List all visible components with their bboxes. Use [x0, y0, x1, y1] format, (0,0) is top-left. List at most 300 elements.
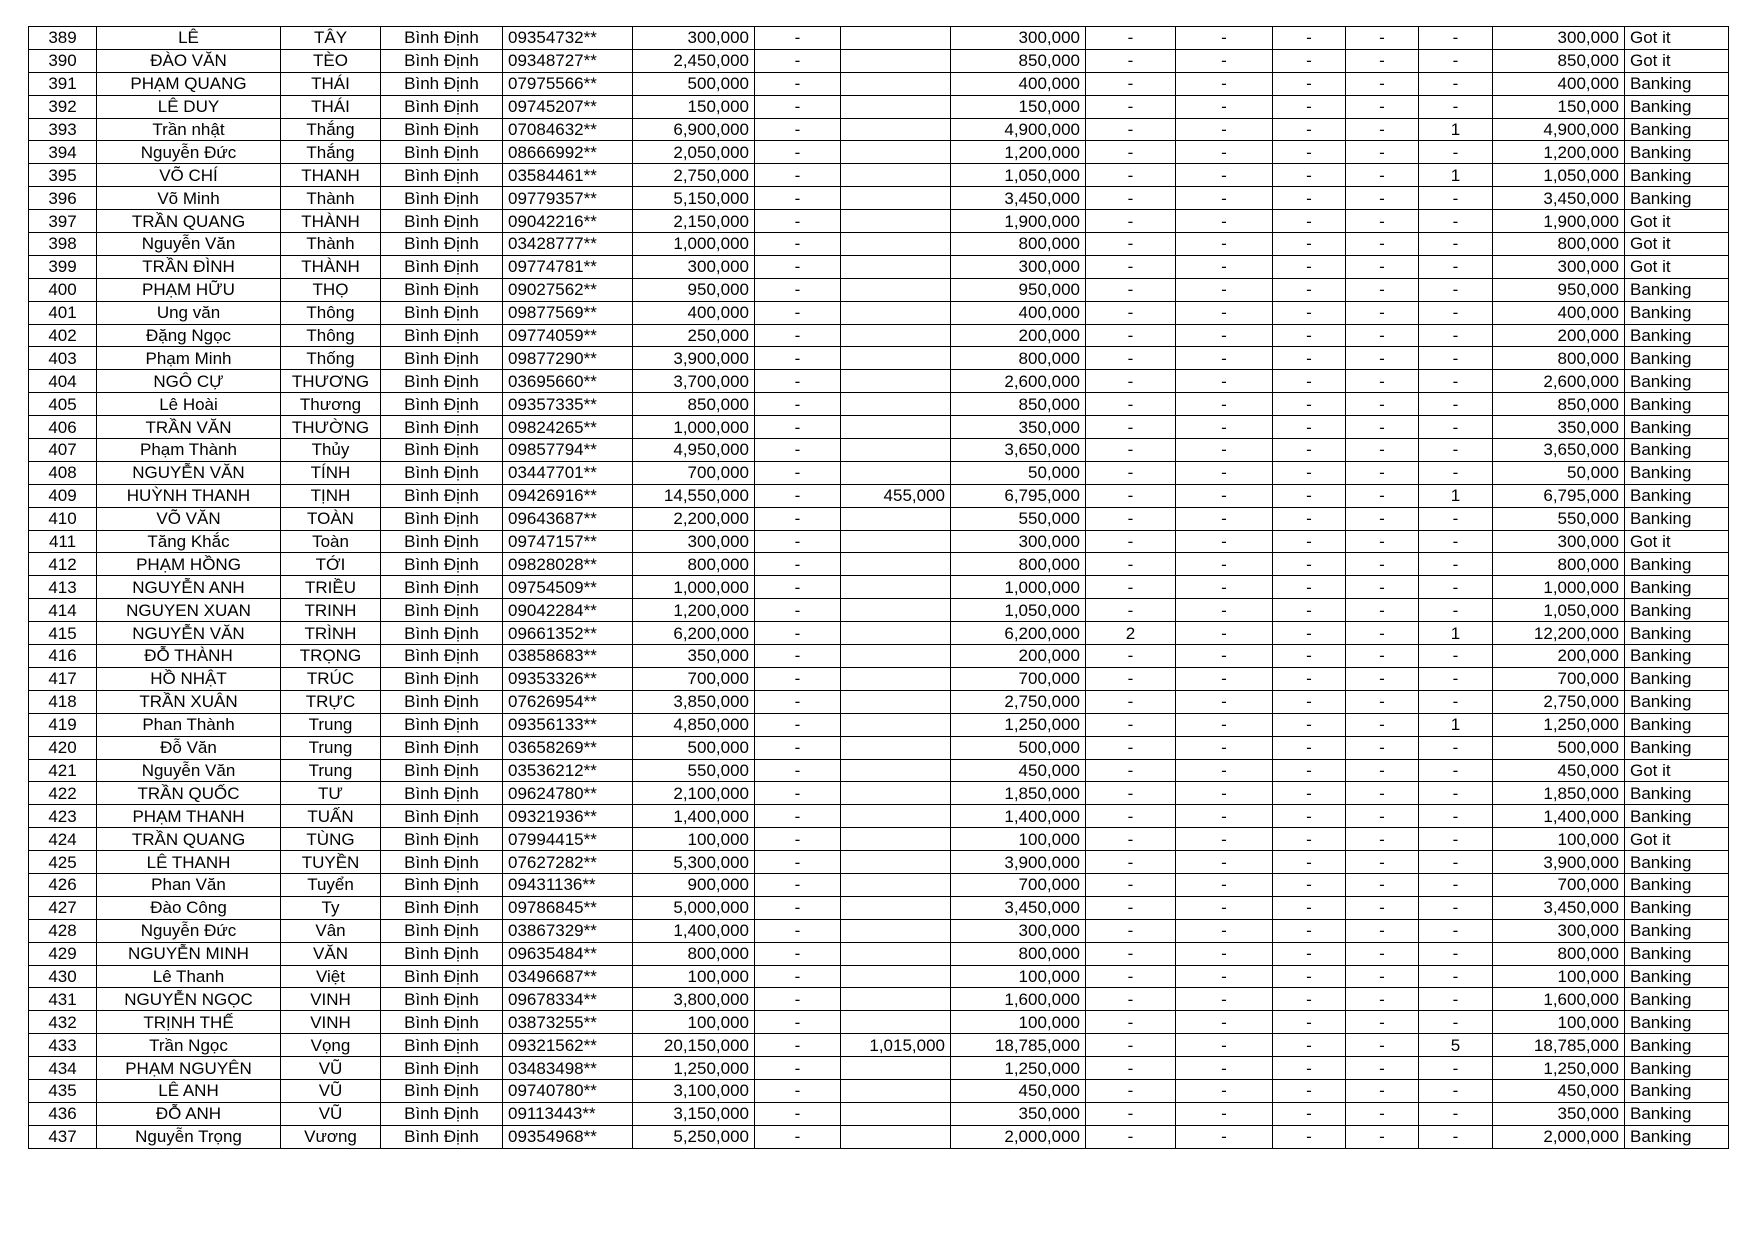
amount-cell: 400,000 — [633, 301, 755, 324]
col-m-cell: - — [1346, 255, 1419, 278]
payment-method-cell: Banking — [1625, 896, 1729, 919]
dash-cell: - — [755, 782, 841, 805]
count-cell: - — [1086, 278, 1176, 301]
col-n-cell: - — [1419, 278, 1493, 301]
dash-cell: - — [755, 439, 841, 462]
col-m-cell: - — [1346, 164, 1419, 187]
col-k-cell: - — [1176, 1102, 1273, 1125]
phone-cell: 07626954** — [503, 690, 633, 713]
first-name-cell: TRÚC — [281, 667, 381, 690]
count-cell: - — [1086, 759, 1176, 782]
province-cell: Bình Định — [381, 255, 503, 278]
total-cell: 4,900,000 — [1493, 118, 1625, 141]
col-k-cell: - — [1176, 72, 1273, 95]
dash-cell: - — [755, 278, 841, 301]
payment-method-cell: Got it — [1625, 210, 1729, 233]
first-name-cell: Ty — [281, 896, 381, 919]
total-cell: 1,000,000 — [1493, 576, 1625, 599]
first-name-cell: Việt — [281, 965, 381, 988]
province-cell: Bình Định — [381, 324, 503, 347]
col-k-cell: - — [1176, 324, 1273, 347]
table-row — [29, 416, 1729, 439]
col-l-cell: - — [1273, 1079, 1346, 1102]
phone-cell: 09431136** — [503, 873, 633, 896]
table-row — [29, 439, 1729, 462]
phone-cell: 09779357** — [503, 187, 633, 210]
first-name-cell: Thống — [281, 347, 381, 370]
col-n-cell: - — [1419, 828, 1493, 851]
dash-cell: - — [755, 667, 841, 690]
amount-cell: 1,250,000 — [633, 1057, 755, 1080]
total-cell: 800,000 — [1493, 233, 1625, 256]
col-m-cell: - — [1346, 576, 1419, 599]
total-cell: 1,250,000 — [1493, 713, 1625, 736]
col-m-cell: - — [1346, 988, 1419, 1011]
net-amount-cell: 3,900,000 — [951, 851, 1086, 874]
net-amount-cell: 3,450,000 — [951, 896, 1086, 919]
col-l-cell: - — [1273, 1102, 1346, 1125]
total-cell: 350,000 — [1493, 416, 1625, 439]
province-cell: Bình Định — [381, 645, 503, 668]
col-m-cell: - — [1346, 919, 1419, 942]
col-k-cell: - — [1176, 713, 1273, 736]
first-name-cell: TRIỀU — [281, 576, 381, 599]
col-n-cell: - — [1419, 645, 1493, 668]
table-row — [29, 805, 1729, 828]
col-m-cell: - — [1346, 439, 1419, 462]
row-number-cell: 435 — [29, 1079, 97, 1102]
col-n-cell: - — [1419, 965, 1493, 988]
col-l-cell: - — [1273, 599, 1346, 622]
col-k-cell: - — [1176, 690, 1273, 713]
phone-cell: 07084632** — [503, 118, 633, 141]
first-name-cell: VŨ — [281, 1057, 381, 1080]
phone-cell: 09354968** — [503, 1125, 633, 1148]
deduction-cell — [841, 370, 951, 393]
phone-cell: 09877569** — [503, 301, 633, 324]
col-k-cell: - — [1176, 164, 1273, 187]
first-name-cell: Trung — [281, 713, 381, 736]
net-amount-cell: 450,000 — [951, 759, 1086, 782]
total-cell: 1,850,000 — [1493, 782, 1625, 805]
last-name-cell: PHẠM HỮU — [97, 278, 281, 301]
phone-cell: 09747157** — [503, 530, 633, 553]
phone-cell: 09348727** — [503, 49, 633, 72]
net-amount-cell: 700,000 — [951, 667, 1086, 690]
col-m-cell: - — [1346, 27, 1419, 50]
col-k-cell: - — [1176, 667, 1273, 690]
amount-cell: 3,850,000 — [633, 690, 755, 713]
province-cell: Bình Định — [381, 942, 503, 965]
count-cell: - — [1086, 439, 1176, 462]
col-l-cell: - — [1273, 164, 1346, 187]
last-name-cell: TRẦN QUANG — [97, 210, 281, 233]
amount-cell: 850,000 — [633, 393, 755, 416]
col-m-cell: - — [1346, 49, 1419, 72]
deduction-cell — [841, 805, 951, 828]
last-name-cell: PHẠM NGUYÊN — [97, 1057, 281, 1080]
province-cell: Bình Định — [381, 988, 503, 1011]
total-cell: 200,000 — [1493, 645, 1625, 668]
count-cell: - — [1086, 1125, 1176, 1148]
col-m-cell: - — [1346, 667, 1419, 690]
last-name-cell: Trần nhật — [97, 118, 281, 141]
data-table — [28, 26, 1729, 1149]
row-number-cell: 426 — [29, 873, 97, 896]
payment-method-cell: Banking — [1625, 141, 1729, 164]
total-cell: 450,000 — [1493, 1079, 1625, 1102]
col-k-cell: - — [1176, 187, 1273, 210]
col-n-cell: - — [1419, 530, 1493, 553]
count-cell: - — [1086, 599, 1176, 622]
last-name-cell: VÕ CHÍ — [97, 164, 281, 187]
total-cell: 6,795,000 — [1493, 484, 1625, 507]
first-name-cell: TỚI — [281, 553, 381, 576]
col-k-cell: - — [1176, 576, 1273, 599]
last-name-cell: Đào Công — [97, 896, 281, 919]
payment-method-cell: Got it — [1625, 233, 1729, 256]
last-name-cell: Đỗ Văn — [97, 736, 281, 759]
total-cell: 550,000 — [1493, 507, 1625, 530]
col-l-cell: - — [1273, 576, 1346, 599]
col-n-cell: - — [1419, 805, 1493, 828]
phone-cell: 09661352** — [503, 622, 633, 645]
last-name-cell: Phạm Minh — [97, 347, 281, 370]
phone-cell: 07994415** — [503, 828, 633, 851]
table-row — [29, 141, 1729, 164]
col-k-cell: - — [1176, 782, 1273, 805]
net-amount-cell: 1,900,000 — [951, 210, 1086, 233]
col-n-cell: 5 — [1419, 1034, 1493, 1057]
province-cell: Bình Định — [381, 713, 503, 736]
col-n-cell: - — [1419, 27, 1493, 50]
table-row — [29, 393, 1729, 416]
phone-cell: 03858683** — [503, 645, 633, 668]
col-n-cell: - — [1419, 370, 1493, 393]
amount-cell: 350,000 — [633, 645, 755, 668]
col-m-cell: - — [1346, 1057, 1419, 1080]
row-number-cell: 406 — [29, 416, 97, 439]
phone-cell: 09624780** — [503, 782, 633, 805]
last-name-cell: Nguyễn Đức — [97, 919, 281, 942]
payment-method-cell: Banking — [1625, 393, 1729, 416]
col-l-cell: - — [1273, 530, 1346, 553]
phone-cell: 09786845** — [503, 896, 633, 919]
last-name-cell: Phan Văn — [97, 873, 281, 896]
count-cell: - — [1086, 301, 1176, 324]
row-number-cell: 393 — [29, 118, 97, 141]
row-number-cell: 403 — [29, 347, 97, 370]
last-name-cell: ĐÀO VĂN — [97, 49, 281, 72]
row-number-cell: 391 — [29, 72, 97, 95]
deduction-cell — [841, 461, 951, 484]
net-amount-cell: 700,000 — [951, 873, 1086, 896]
total-cell: 350,000 — [1493, 1102, 1625, 1125]
net-amount-cell: 1,050,000 — [951, 599, 1086, 622]
dash-cell: - — [755, 805, 841, 828]
province-cell: Bình Định — [381, 851, 503, 874]
last-name-cell: NGUYỄN MINH — [97, 942, 281, 965]
total-cell: 12,200,000 — [1493, 622, 1625, 645]
amount-cell: 14,550,000 — [633, 484, 755, 507]
count-cell: - — [1086, 255, 1176, 278]
province-cell: Bình Định — [381, 461, 503, 484]
province-cell: Bình Định — [381, 805, 503, 828]
count-cell: - — [1086, 187, 1176, 210]
dash-cell: - — [755, 49, 841, 72]
last-name-cell: PHẠM QUANG — [97, 72, 281, 95]
phone-cell: 03873255** — [503, 1011, 633, 1034]
col-l-cell: - — [1273, 507, 1346, 530]
total-cell: 100,000 — [1493, 828, 1625, 851]
phone-cell: 09426916** — [503, 484, 633, 507]
count-cell: - — [1086, 1034, 1176, 1057]
deduction-cell — [841, 736, 951, 759]
count-cell: - — [1086, 507, 1176, 530]
phone-cell: 09027562** — [503, 278, 633, 301]
last-name-cell: VÕ VĂN — [97, 507, 281, 530]
col-m-cell: - — [1346, 95, 1419, 118]
deduction-cell — [841, 118, 951, 141]
amount-cell: 5,150,000 — [633, 187, 755, 210]
deduction-cell — [841, 507, 951, 530]
payment-method-cell: Banking — [1625, 690, 1729, 713]
phone-cell: 03695660** — [503, 370, 633, 393]
col-k-cell: - — [1176, 416, 1273, 439]
dash-cell: - — [755, 141, 841, 164]
deduction-cell — [841, 759, 951, 782]
col-l-cell: - — [1273, 1057, 1346, 1080]
province-cell: Bình Định — [381, 49, 503, 72]
deduction-cell — [841, 301, 951, 324]
col-l-cell: - — [1273, 439, 1346, 462]
phone-cell: 09877290** — [503, 347, 633, 370]
count-cell: 2 — [1086, 622, 1176, 645]
col-k-cell: - — [1176, 1034, 1273, 1057]
last-name-cell: LÊ — [97, 27, 281, 50]
col-k-cell: - — [1176, 873, 1273, 896]
row-number-cell: 437 — [29, 1125, 97, 1148]
amount-cell: 500,000 — [633, 72, 755, 95]
province-cell: Bình Định — [381, 72, 503, 95]
payment-method-cell: Banking — [1625, 965, 1729, 988]
col-l-cell: - — [1273, 393, 1346, 416]
row-number-cell: 415 — [29, 622, 97, 645]
table-row — [29, 1011, 1729, 1034]
amount-cell: 1,400,000 — [633, 919, 755, 942]
row-number-cell: 409 — [29, 484, 97, 507]
first-name-cell: TÈO — [281, 49, 381, 72]
payment-method-cell: Banking — [1625, 164, 1729, 187]
row-number-cell: 400 — [29, 278, 97, 301]
col-n-cell: - — [1419, 255, 1493, 278]
deduction-cell — [841, 873, 951, 896]
net-amount-cell: 1,250,000 — [951, 713, 1086, 736]
col-m-cell: - — [1346, 942, 1419, 965]
last-name-cell: Tăng Khắc — [97, 530, 281, 553]
col-k-cell: - — [1176, 393, 1273, 416]
province-cell: Bình Định — [381, 828, 503, 851]
phone-cell: 09357335** — [503, 393, 633, 416]
table-row — [29, 599, 1729, 622]
row-number-cell: 414 — [29, 599, 97, 622]
last-name-cell: Phạm Thành — [97, 439, 281, 462]
last-name-cell: Đặng Ngọc — [97, 324, 281, 347]
phone-cell: 09745207** — [503, 95, 633, 118]
province-cell: Bình Định — [381, 1079, 503, 1102]
col-m-cell: - — [1346, 1011, 1419, 1034]
deduction-cell — [841, 278, 951, 301]
table-row — [29, 919, 1729, 942]
amount-cell: 2,450,000 — [633, 49, 755, 72]
net-amount-cell: 2,000,000 — [951, 1125, 1086, 1148]
col-n-cell: - — [1419, 187, 1493, 210]
col-n-cell: - — [1419, 736, 1493, 759]
first-name-cell: TOÀN — [281, 507, 381, 530]
net-amount-cell: 100,000 — [951, 828, 1086, 851]
count-cell: - — [1086, 988, 1176, 1011]
col-n-cell: - — [1419, 393, 1493, 416]
phone-cell: 09774059** — [503, 324, 633, 347]
total-cell: 2,750,000 — [1493, 690, 1625, 713]
col-l-cell: - — [1273, 233, 1346, 256]
first-name-cell: Vương — [281, 1125, 381, 1148]
first-name-cell: Toàn — [281, 530, 381, 553]
province-cell: Bình Định — [381, 347, 503, 370]
col-k-cell: - — [1176, 484, 1273, 507]
amount-cell: 6,200,000 — [633, 622, 755, 645]
total-cell: 700,000 — [1493, 667, 1625, 690]
count-cell: - — [1086, 576, 1176, 599]
col-n-cell: - — [1419, 896, 1493, 919]
phone-cell: 09740780** — [503, 1079, 633, 1102]
row-number-cell: 394 — [29, 141, 97, 164]
deduction-cell — [841, 233, 951, 256]
row-number-cell: 399 — [29, 255, 97, 278]
last-name-cell: LÊ DUY — [97, 95, 281, 118]
phone-cell: 09678334** — [503, 988, 633, 1011]
payment-method-cell: Banking — [1625, 851, 1729, 874]
net-amount-cell: 1,400,000 — [951, 805, 1086, 828]
col-m-cell: - — [1346, 851, 1419, 874]
count-cell: - — [1086, 141, 1176, 164]
amount-cell: 2,100,000 — [633, 782, 755, 805]
last-name-cell: Nguyễn Văn — [97, 233, 281, 256]
phone-cell: 09857794** — [503, 439, 633, 462]
col-k-cell: - — [1176, 347, 1273, 370]
dash-cell: - — [755, 851, 841, 874]
count-cell: - — [1086, 393, 1176, 416]
total-cell: 1,200,000 — [1493, 141, 1625, 164]
col-l-cell: - — [1273, 828, 1346, 851]
payment-method-cell: Banking — [1625, 667, 1729, 690]
first-name-cell: VINH — [281, 988, 381, 1011]
last-name-cell: Lê Thanh — [97, 965, 281, 988]
col-l-cell: - — [1273, 667, 1346, 690]
col-m-cell: - — [1346, 736, 1419, 759]
count-cell: - — [1086, 461, 1176, 484]
col-l-cell: - — [1273, 278, 1346, 301]
last-name-cell: NGUYỄN NGỌC — [97, 988, 281, 1011]
col-k-cell: - — [1176, 828, 1273, 851]
deduction-cell — [841, 393, 951, 416]
table-row — [29, 553, 1729, 576]
table-row — [29, 896, 1729, 919]
col-k-cell: - — [1176, 1011, 1273, 1034]
province-cell: Bình Định — [381, 301, 503, 324]
total-cell: 18,785,000 — [1493, 1034, 1625, 1057]
first-name-cell: Thông — [281, 301, 381, 324]
phone-cell: 09754509** — [503, 576, 633, 599]
deduction-cell — [841, 782, 951, 805]
last-name-cell: TRẦN QUANG — [97, 828, 281, 851]
col-l-cell: - — [1273, 1125, 1346, 1148]
table-row — [29, 782, 1729, 805]
amount-cell: 100,000 — [633, 828, 755, 851]
col-l-cell: - — [1273, 324, 1346, 347]
amount-cell: 1,000,000 — [633, 576, 755, 599]
net-amount-cell: 850,000 — [951, 393, 1086, 416]
table-row — [29, 95, 1729, 118]
payment-method-cell: Banking — [1625, 988, 1729, 1011]
count-cell: - — [1086, 484, 1176, 507]
col-l-cell: - — [1273, 95, 1346, 118]
payment-method-cell: Banking — [1625, 439, 1729, 462]
first-name-cell: VĂN — [281, 942, 381, 965]
col-l-cell: - — [1273, 553, 1346, 576]
deduction-cell — [841, 324, 951, 347]
dash-cell: - — [755, 759, 841, 782]
col-m-cell: - — [1346, 805, 1419, 828]
col-l-cell: - — [1273, 851, 1346, 874]
col-l-cell: - — [1273, 873, 1346, 896]
total-cell: 800,000 — [1493, 347, 1625, 370]
net-amount-cell: 300,000 — [951, 530, 1086, 553]
col-k-cell: - — [1176, 255, 1273, 278]
deduction-cell — [841, 576, 951, 599]
dash-cell: - — [755, 622, 841, 645]
province-cell: Bình Định — [381, 210, 503, 233]
total-cell: 300,000 — [1493, 27, 1625, 50]
net-amount-cell: 350,000 — [951, 416, 1086, 439]
payment-method-cell: Banking — [1625, 72, 1729, 95]
last-name-cell: Nguyễn Văn — [97, 759, 281, 782]
row-number-cell: 407 — [29, 439, 97, 462]
col-n-cell: 1 — [1419, 164, 1493, 187]
count-cell: - — [1086, 667, 1176, 690]
amount-cell: 2,050,000 — [633, 141, 755, 164]
count-cell: - — [1086, 851, 1176, 874]
net-amount-cell: 550,000 — [951, 507, 1086, 530]
dash-cell: - — [755, 576, 841, 599]
col-l-cell: - — [1273, 942, 1346, 965]
payment-method-cell: Banking — [1625, 553, 1729, 576]
dash-cell: - — [755, 164, 841, 187]
count-cell: - — [1086, 942, 1176, 965]
province-cell: Bình Định — [381, 759, 503, 782]
dash-cell: - — [755, 1057, 841, 1080]
table-row — [29, 713, 1729, 736]
col-n-cell: - — [1419, 233, 1493, 256]
amount-cell: 900,000 — [633, 873, 755, 896]
col-n-cell: - — [1419, 507, 1493, 530]
province-cell: Bình Định — [381, 1057, 503, 1080]
col-l-cell: - — [1273, 210, 1346, 233]
dash-cell: - — [755, 95, 841, 118]
total-cell: 1,050,000 — [1493, 164, 1625, 187]
first-name-cell: Trung — [281, 736, 381, 759]
col-m-cell: - — [1346, 873, 1419, 896]
